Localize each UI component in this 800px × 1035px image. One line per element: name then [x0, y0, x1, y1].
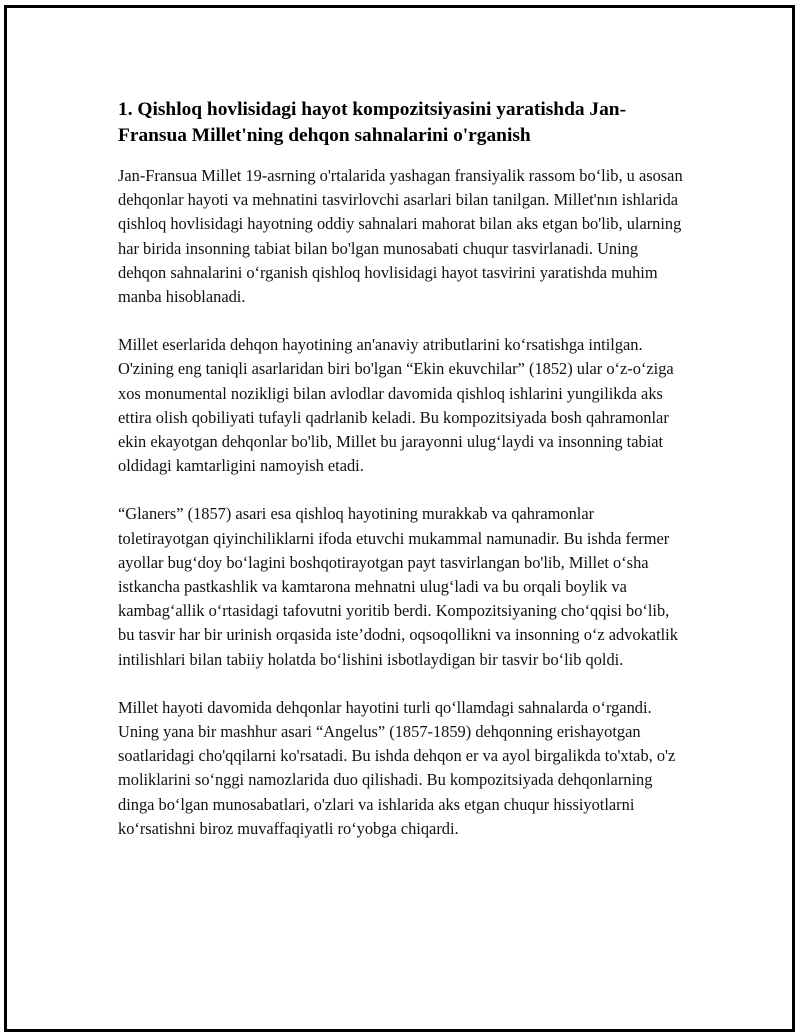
paragraph-3: “Glaners” (1857) asari esa qishloq hayotining murakkab va qahramonlar toletirayotgan qiyinchiliklarni ifoda etuvchi mukammal namunadir. Bu ishda fermer ayollar bug‘doy bo‘lagini boshqotirayotgan payt tasvirlangan bo'lib, Millet o‘sha istkancha pastkashlik va kamtarona mehnatni ulug‘ladi va bu orqali boylik va kambag‘allik o‘rtasidagi tafovutni yoritib berdi. Kompozitsiyaning cho‘qqisi bo‘lib, bu tasvir har bir urinish orqasida iste’dodni, oqsoqollikni va insonning o‘z advokatlik intilishlari bilan tabiiy holatda bo‘lishini isbotlaydigan bir tasvir bo‘lib qoldi.	[118, 504, 678, 669]
paragraph-4: Millet hayoti davomida dehqonlar hayotini turli qo‘llamdagi sahnalarda o‘rgandi. Uning yana bir mashhur asari “Angelus” (1857-1859) dehqonning erishayotgan soatlaridagi cho'qqilarni ko'rsatadi. Bu ishda dehqon er va ayol birgalikda to'xtab, o'z moliklarini so‘nggi namozlarida duo qilishadi. Bu kompozitsiyada dehqonlarning dinga bo‘lgan munosabatlari, o'zlari va ishlarida aks etgan chuqur hissiyotlarni ko‘rsatishni biroz muvaffaqiyatli ro‘yobga chiqardi.	[118, 697, 676, 838]
document-body	[118, 97, 688, 841]
section-heading: 1. Qishloq hovlisidagi hayot kompozitsiyasini yaratishda Jan-Fransua Millet'ning dehqon sahnalarini o'rganish	[118, 99, 627, 146]
paragraph-2: Millet eserlarida dehqon hayotining an'anaviy atributlarini ko‘rsatishga intilgan. O'zining eng taniqli asarlaridan biri bo'lgan “Ekin ekuvchilar” (1852) ular o‘z-o‘ziga xos monumental nozikligi bilan avlodlar davomida qishloq ishlarini yungilikda aks ettira olish qobiliyati tufayli qadrlanib keladi. Bu kompozitsiyada bosh qahramonlar ekin ekayotgan dehqonlar bo'lib, Millet bu jarayonni ulug‘laydi va insonning tabiat oldidagi kamtarligini namoyish etadi.	[118, 335, 674, 476]
paragraph-1: Jan-Fransua Millet 19-asrning o'rtalarida yashagan fransiyalik rassom bo‘lib, u asosan dehqonlar hayoti va mehnatini tasvirlovchi asarlari bilan tanilgan. Millet'nın ishlarida qishloq hovlisidagi hayotning oddiy sahnalari mahorat bilan aks etgan bo'lib, ularning har birida insonning tabiat bilan bo'lgan munosabati chuqur tasvirlanadi. Uning dehqon sahnalarini o‘rganish qishloq hovlisidagi hayot tasvirini yaratishda muhim manba hisoblanadi.	[118, 166, 683, 307]
